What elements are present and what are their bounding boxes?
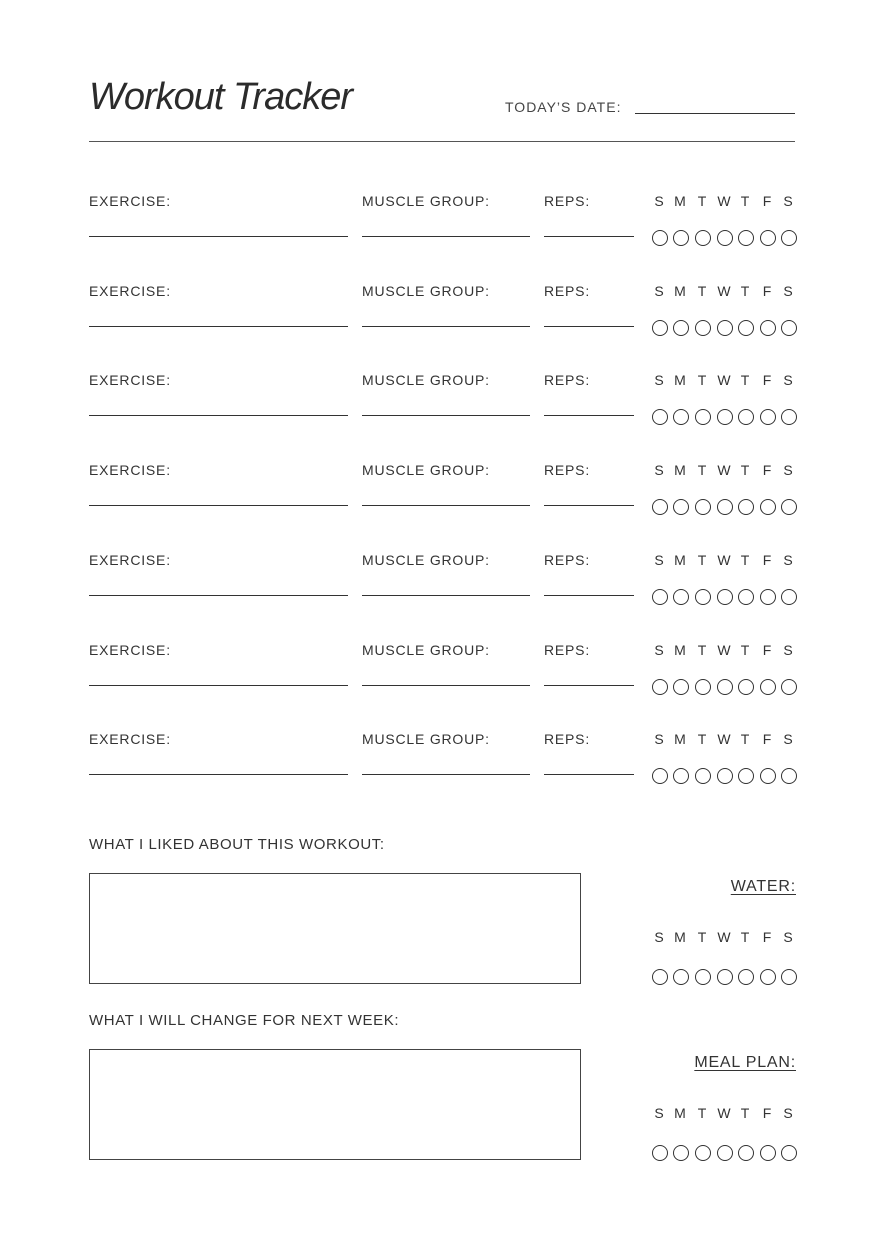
exercise-day-checkbox[interactable] [760, 230, 776, 246]
exercise-day-checkbox[interactable] [695, 320, 711, 336]
exercise-row [0, 193, 884, 283]
exercise-day-checkbox[interactable] [673, 499, 689, 515]
meal-plan-day-checkbox[interactable] [695, 1145, 711, 1161]
reps-label: REPS: [544, 193, 591, 209]
exercise-input[interactable] [89, 595, 348, 596]
weekday-checkboxes [652, 679, 796, 696]
exercise-day-checkbox[interactable] [717, 320, 733, 336]
todays-date-field[interactable] [635, 113, 795, 114]
muscle-group-input[interactable] [362, 685, 530, 686]
exercise-day-checkbox[interactable] [673, 409, 689, 425]
exercise-day-label: T [697, 462, 707, 478]
meal-plan-day-labels [652, 1105, 796, 1121]
reps-input[interactable] [544, 595, 634, 596]
exercise-day-label: T [740, 731, 750, 747]
exercise-day-checkbox[interactable] [717, 589, 733, 605]
exercise-row [0, 642, 884, 732]
reps-input[interactable] [544, 236, 634, 237]
water-day-checkbox[interactable] [695, 969, 711, 985]
meal-plan-day-label: T [740, 1105, 750, 1121]
meal-plan-day-checkbox[interactable] [673, 1145, 689, 1161]
exercise-day-label: S [783, 193, 793, 209]
exercise-day-label: T [740, 642, 750, 658]
exercise-day-label: S [654, 372, 664, 388]
exercise-day-checkbox[interactable] [760, 320, 776, 336]
exercise-input[interactable] [89, 505, 348, 506]
exercise-day-label: T [697, 731, 707, 747]
exercise-day-label: S [783, 283, 793, 299]
exercise-label: EXERCISE: [89, 642, 171, 658]
exercise-day-checkbox[interactable] [652, 679, 668, 695]
exercise-day-label: S [783, 731, 793, 747]
exercise-day-checkbox[interactable] [738, 679, 754, 695]
water-day-checkbox[interactable] [652, 969, 668, 985]
exercise-day-label: T [740, 283, 750, 299]
exercise-row [0, 283, 884, 373]
muscle-group-label: MUSCLE GROUP: [362, 552, 490, 568]
reps-input[interactable] [544, 326, 634, 327]
exercise-day-checkbox[interactable] [652, 409, 668, 425]
weekday-labels [652, 193, 796, 209]
exercise-day-label: M [674, 372, 686, 388]
exercise-label: EXERCISE: [89, 372, 171, 388]
water-day-label: M [674, 929, 686, 945]
exercise-label: EXERCISE: [89, 731, 171, 747]
exercise-row [0, 372, 884, 462]
reps-input[interactable] [544, 505, 634, 506]
exercise-day-checkbox[interactable] [695, 768, 711, 784]
exercise-day-checkbox[interactable] [695, 589, 711, 605]
reps-label: REPS: [544, 283, 591, 299]
muscle-group-label: MUSCLE GROUP: [362, 731, 490, 747]
page-title: Workout Tracker [89, 76, 353, 118]
exercise-day-label: S [654, 283, 664, 299]
exercise-day-label: T [697, 372, 707, 388]
exercise-day-checkbox[interactable] [652, 230, 668, 246]
exercise-day-label: S [783, 642, 793, 658]
water-day-label: S [783, 929, 793, 945]
meal-plan-day-label: W [717, 1105, 731, 1121]
water-day-checkbox[interactable] [738, 969, 754, 985]
water-day-label: W [717, 929, 731, 945]
exercise-day-checkbox[interactable] [717, 230, 733, 246]
exercise-day-checkbox[interactable] [717, 768, 733, 784]
muscle-group-label: MUSCLE GROUP: [362, 283, 490, 299]
exercise-day-label: S [783, 372, 793, 388]
exercise-day-checkbox[interactable] [652, 499, 668, 515]
exercise-day-label: W [717, 642, 731, 658]
exercise-day-checkbox[interactable] [652, 320, 668, 336]
exercise-input[interactable] [89, 326, 348, 327]
exercise-row [0, 462, 884, 552]
water-day-label: T [740, 929, 750, 945]
weekday-labels [652, 372, 796, 388]
meal-plan-day-label: M [674, 1105, 686, 1121]
water-day-checkbox[interactable] [717, 969, 733, 985]
weekday-labels [652, 552, 796, 568]
muscle-group-input[interactable] [362, 595, 530, 596]
exercise-day-label: W [717, 283, 731, 299]
weekday-labels [652, 731, 796, 747]
exercise-day-label: F [762, 372, 772, 388]
exercise-input[interactable] [89, 236, 348, 237]
exercise-day-checkbox[interactable] [738, 320, 754, 336]
exercise-day-checkbox[interactable] [717, 679, 733, 695]
weekday-labels [652, 642, 796, 658]
exercise-day-label: S [654, 642, 664, 658]
meal-plan-day-checkbox[interactable] [738, 1145, 754, 1161]
exercise-day-label: W [717, 193, 731, 209]
meal-plan-day-checkbox[interactable] [760, 1145, 776, 1161]
exercise-day-label: T [697, 552, 707, 568]
meal-plan-day-label: S [654, 1105, 664, 1121]
exercise-day-label: T [740, 193, 750, 209]
exercise-day-checkbox[interactable] [673, 320, 689, 336]
exercise-day-checkbox[interactable] [760, 679, 776, 695]
muscle-group-input[interactable] [362, 326, 530, 327]
weekday-checkboxes [652, 768, 796, 785]
muscle-group-label: MUSCLE GROUP: [362, 193, 490, 209]
exercise-day-checkbox[interactable] [738, 230, 754, 246]
weekday-checkboxes [652, 230, 796, 247]
exercise-day-label: M [674, 462, 686, 478]
exercise-label: EXERCISE: [89, 283, 171, 299]
exercise-day-checkbox[interactable] [652, 768, 668, 784]
todays-date-label: TODAY’S DATE: [505, 99, 622, 115]
weekday-labels [652, 283, 796, 299]
meal-plan-tracker [0, 1105, 884, 1165]
exercise-day-checkbox[interactable] [673, 679, 689, 695]
reps-label: REPS: [544, 642, 591, 658]
exercise-input[interactable] [89, 685, 348, 686]
exercise-day-checkbox[interactable] [695, 409, 711, 425]
meal-plan-day-checkboxes [652, 1145, 796, 1162]
exercise-day-label: T [697, 642, 707, 658]
muscle-group-input[interactable] [362, 774, 530, 775]
water-title: WATER: [730, 878, 796, 895]
exercise-day-label: F [762, 642, 772, 658]
muscle-group-input[interactable] [362, 505, 530, 506]
muscle-group-input[interactable] [362, 415, 530, 416]
exercise-day-checkbox[interactable] [717, 409, 733, 425]
exercise-day-checkbox[interactable] [781, 768, 797, 784]
exercise-day-checkbox[interactable] [695, 499, 711, 515]
water-tracker [0, 929, 884, 989]
exercise-row [0, 731, 884, 821]
weekday-labels [652, 462, 796, 478]
exercise-label: EXERCISE: [89, 193, 171, 209]
exercise-day-checkbox[interactable] [781, 320, 797, 336]
exercise-day-label: S [654, 731, 664, 747]
reps-label: REPS: [544, 372, 591, 388]
exercise-day-checkbox[interactable] [673, 768, 689, 784]
exercise-day-label: W [717, 731, 731, 747]
exercise-day-checkbox[interactable] [738, 768, 754, 784]
reps-input[interactable] [544, 774, 634, 775]
exercise-day-label: T [740, 462, 750, 478]
reps-input[interactable] [544, 415, 634, 416]
exercise-input[interactable] [89, 415, 348, 416]
exercise-day-checkbox[interactable] [738, 589, 754, 605]
muscle-group-label: MUSCLE GROUP: [362, 372, 490, 388]
weekday-checkboxes [652, 589, 796, 606]
water-day-label: F [762, 929, 772, 945]
weekday-checkboxes [652, 320, 796, 337]
exercise-day-checkbox[interactable] [695, 230, 711, 246]
reps-label: REPS: [544, 552, 591, 568]
weekday-checkboxes [652, 409, 796, 426]
water-day-label: T [697, 929, 707, 945]
exercise-day-checkbox[interactable] [738, 409, 754, 425]
exercise-day-checkbox[interactable] [760, 499, 776, 515]
water-day-checkboxes [652, 969, 796, 986]
reps-label: REPS: [544, 731, 591, 747]
exercise-day-label: M [674, 552, 686, 568]
exercise-day-label: T [740, 552, 750, 568]
exercise-day-checkbox[interactable] [781, 499, 797, 515]
muscle-group-input[interactable] [362, 236, 530, 237]
exercise-day-checkbox[interactable] [781, 409, 797, 425]
exercise-day-checkbox[interactable] [738, 499, 754, 515]
exercise-label: EXERCISE: [89, 552, 171, 568]
meal-plan-day-label: F [762, 1105, 772, 1121]
exercise-day-checkbox[interactable] [673, 230, 689, 246]
exercise-day-label: S [783, 462, 793, 478]
meal-plan-day-label: S [783, 1105, 793, 1121]
exercise-label: EXERCISE: [89, 462, 171, 478]
exercise-day-label: T [740, 372, 750, 388]
exercise-day-checkbox[interactable] [652, 589, 668, 605]
water-day-checkbox[interactable] [760, 969, 776, 985]
water-day-checkbox[interactable] [781, 969, 797, 985]
exercise-day-label: S [654, 552, 664, 568]
change-section-title: WHAT I WILL CHANGE FOR NEXT WEEK: [89, 1012, 400, 1029]
exercise-input[interactable] [89, 774, 348, 775]
exercise-day-checkbox[interactable] [760, 589, 776, 605]
exercise-day-checkbox[interactable] [781, 230, 797, 246]
exercise-day-label: F [762, 552, 772, 568]
exercise-row [0, 552, 884, 642]
water-day-label: S [654, 929, 664, 945]
liked-section-title: WHAT I LIKED ABOUT THIS WORKOUT: [89, 836, 385, 853]
exercise-day-label: W [717, 372, 731, 388]
exercise-day-label: T [697, 283, 707, 299]
exercise-day-label: F [762, 283, 772, 299]
exercise-day-label: M [674, 642, 686, 658]
exercise-day-label: M [674, 193, 686, 209]
exercise-day-checkbox[interactable] [781, 679, 797, 695]
exercise-day-checkbox[interactable] [781, 589, 797, 605]
exercise-day-label: T [697, 193, 707, 209]
exercise-day-label: S [654, 193, 664, 209]
meal-plan-day-checkbox[interactable] [717, 1145, 733, 1161]
exercise-day-label: W [717, 552, 731, 568]
water-day-checkbox[interactable] [673, 969, 689, 985]
exercise-day-label: F [762, 462, 772, 478]
exercise-day-label: S [783, 552, 793, 568]
exercise-day-checkbox[interactable] [695, 679, 711, 695]
weekday-checkboxes [652, 499, 796, 516]
exercise-day-label: M [674, 283, 686, 299]
meal-plan-day-label: T [697, 1105, 707, 1121]
exercise-day-checkbox[interactable] [673, 589, 689, 605]
header-divider [89, 141, 795, 142]
water-day-labels [652, 929, 796, 945]
meal-plan-day-checkbox[interactable] [652, 1145, 668, 1161]
exercise-day-checkbox[interactable] [760, 768, 776, 784]
muscle-group-label: MUSCLE GROUP: [362, 462, 490, 478]
muscle-group-label: MUSCLE GROUP: [362, 642, 490, 658]
exercise-day-checkbox[interactable] [717, 499, 733, 515]
exercise-day-label: W [717, 462, 731, 478]
meal-plan-day-checkbox[interactable] [781, 1145, 797, 1161]
reps-input[interactable] [544, 685, 634, 686]
exercise-day-label: M [674, 731, 686, 747]
exercise-day-label: F [762, 193, 772, 209]
meal-plan-title: MEAL PLAN: [694, 1054, 796, 1071]
exercise-day-label: S [654, 462, 664, 478]
exercise-day-label: F [762, 731, 772, 747]
exercise-day-checkbox[interactable] [760, 409, 776, 425]
reps-label: REPS: [544, 462, 591, 478]
